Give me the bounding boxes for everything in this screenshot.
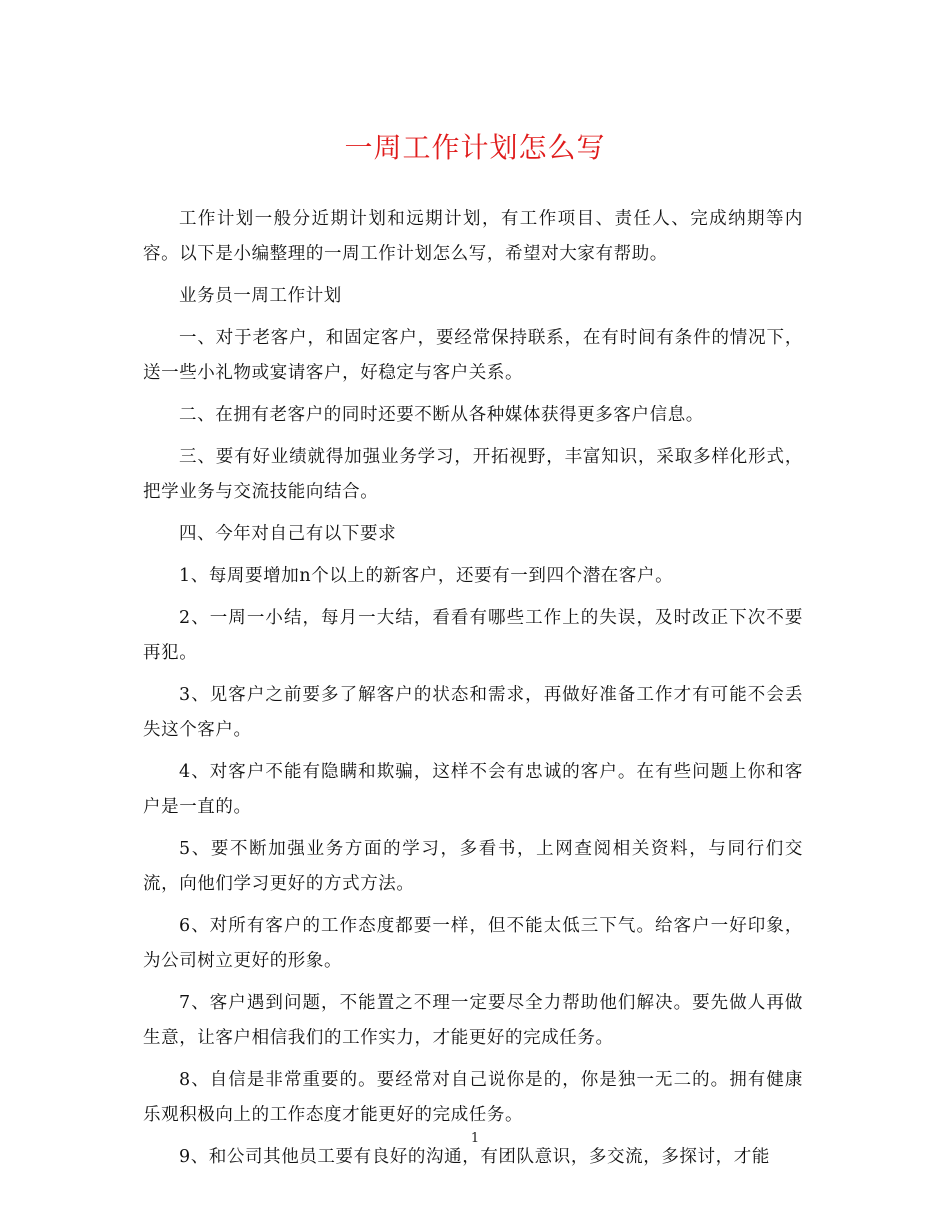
list-item: 4、对客户不能有隐瞒和欺骗，这样不会有忠诚的客户。在有些问题上你和客户是一直的。 [143, 762, 803, 817]
paragraph-item-1: 一、对于老客户，和固定客户，要经常保持联系，在有时间有条件的情况下，送一些小礼物或宴请客户，好稳定与客户关系。 [143, 328, 803, 383]
page-number: 1 [470, 1131, 480, 1146]
list-item: 8、自信是非常重要的。要经常对自己说你是的，你是独一无二的。拥有健康乐观积极向上的工作态度才能更好的完成任务。 [143, 1070, 803, 1125]
paragraph-intro: 工作计划一般分近期计划和远期计划，有工作项目、责任人、完成纳期等内容。以下是小编整理的一周工作计划怎么写，希望对大家有帮助。 [143, 209, 803, 264]
page-title: 一周工作计划怎么写 [344, 131, 606, 164]
section-heading: 业务员一周工作计划 [179, 286, 342, 306]
paragraph-item-2: 二、在拥有老客户的同时还要不断从各种媒体获得更多客户信息。 [179, 405, 704, 425]
list-item: 5、要不断加强业务方面的学习，多看书，上网查阅相关资料，与同行们交流，向他们学习更好的方式方法。 [143, 839, 803, 894]
list-item: 6、对所有客户的工作态度都要一样，但不能太低三下气。给客户一好印象，为公司树立更好的形象。 [143, 916, 803, 971]
paragraph-item-3: 三、要有好业绩就得加强业务学习，开拓视野，丰富知识，采取多样化形式，把学业务与交流技能向结合。 [143, 447, 803, 502]
list-item: 2、一周一小结，每月一大结，看看有哪些工作上的失误，及时改正下次不要再犯。 [143, 608, 803, 663]
list-item: 1、每周要增加n个以上的新客户，还要有一到四个潜在客户。 [179, 566, 674, 586]
list-item: 3、见客户之前要多了解客户的状态和需求，再做好准备工作才有可能不会丢失这个客户。 [143, 685, 803, 740]
list-item: 9、和公司其他员工要有良好的沟通，有团队意识，多交流，多探讨，才能 [179, 1147, 770, 1167]
paragraph-item-4: 四、今年对自己有以下要求 [179, 524, 397, 544]
document-body [143, 202, 803, 1182]
list-item: 7、客户遇到问题，不能置之不理一定要尽全力帮助他们解决。要先做人再做生意，让客户相信我们的工作实力，才能更好的完成任务。 [143, 993, 803, 1048]
